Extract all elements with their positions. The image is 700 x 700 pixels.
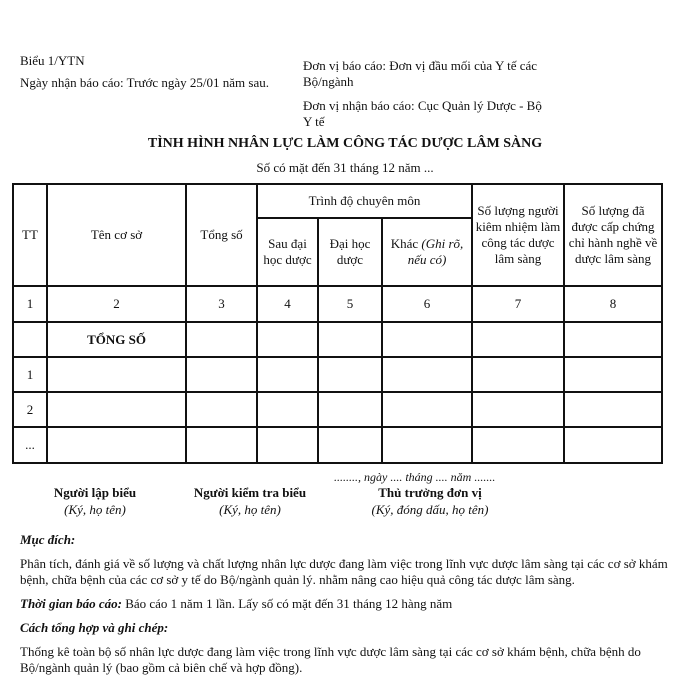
header-name: Tên cơ sở	[47, 184, 186, 286]
signature-head	[355, 484, 505, 518]
row-number: 1	[13, 357, 47, 392]
header-qualification: Trình độ chuyên môn	[257, 184, 472, 218]
col-number: 2	[47, 286, 186, 322]
table-row	[13, 427, 662, 463]
preparer-sub: (Ký, họ tên)	[64, 502, 126, 517]
table-row-total	[13, 322, 662, 357]
total-label: TỔNG SỐ	[47, 322, 186, 357]
col-number: 3	[186, 286, 257, 322]
time-text: Báo cáo 1 năm 1 lần. Lấy số có mặt đến 31 tháng 12 hàng năm	[125, 596, 453, 611]
staff-table	[12, 183, 663, 464]
head-sub: (Ký, đóng dấu, họ tên)	[371, 502, 489, 517]
received-date: Ngày nhận báo cáo: Trước ngày 25/01 năm sau.	[20, 75, 269, 90]
page-title: TÌNH HÌNH NHÂN LỰC LÀM CÔNG TÁC DƯỢC LÂM SÀNG	[147, 136, 543, 151]
signature-checker	[180, 484, 320, 518]
header-university: Đại học dược	[318, 218, 382, 286]
col-number: 8	[564, 286, 662, 322]
header-count-certified: Số lượng đã được cấp chứng chỉ hành nghề về dược lâm sàng	[564, 184, 662, 286]
table-row	[13, 392, 662, 427]
col-number: 4	[257, 286, 318, 322]
purpose-heading: Mục đích:	[20, 532, 76, 547]
header-count-clinical: Số lượng người kiêm nhiệm làm công tác dược lâm sàng	[472, 184, 564, 286]
row-number: ...	[13, 427, 47, 463]
header-postgrad: Sau đại học dược	[257, 218, 318, 286]
header-left	[20, 50, 269, 94]
col-number: 5	[318, 286, 382, 322]
page-subtitle: Số có mặt đến 31 tháng 12 năm ...	[256, 160, 434, 175]
header-right	[303, 58, 543, 130]
method-text: Thống kê toàn bộ số nhân lực dược đang làm việc trong lĩnh vực dược lâm sàng tại các cơ sở khám bệnh, chữa bệnh do Bộ/ngành quản lý (bao gồm cả biên chế và hợp đồng).	[20, 644, 641, 675]
row-number: 2	[13, 392, 47, 427]
header-tt: TT	[13, 184, 47, 286]
receiving-unit: Đơn vị nhận báo cáo: Cục Quản lý Dược - Bộ Y tế	[303, 98, 542, 129]
header-other-note: (Ghi rõ, nếu có)	[407, 236, 464, 267]
reporting-unit: Đơn vị báo cáo: Đơn vị đầu mối của Y tế các Bộ/ngành	[303, 58, 538, 89]
header-other-label: Khác	[390, 236, 419, 251]
purpose-text: Phân tích, đánh giá về số lượng và chất lượng nhân lực dược đang làm việc trong lĩnh vực dược lâm sàng tại các cơ sở khám bệnh, chữa bệnh của các cơ sở y tế do Bộ/ngành quản lý. nhằm nâng cao hiệu quả công tác dược lâm sàng.	[20, 556, 668, 587]
head-title: Thủ trưởng đơn vị	[378, 485, 482, 500]
signature-date-line: ........, ngày .... tháng .... năm .......	[334, 470, 496, 484]
col-number: 7	[472, 286, 564, 322]
col-number: 1	[13, 286, 47, 322]
notes-section	[20, 532, 670, 684]
header-other	[382, 218, 472, 286]
checker-title: Người kiểm tra biểu	[193, 485, 307, 500]
col-number: 6	[382, 286, 472, 322]
signature-preparer	[30, 484, 160, 518]
table-row	[13, 357, 662, 392]
header-total: Tổng số	[186, 184, 257, 286]
time-heading: Thời gian báo cáo:	[20, 596, 122, 611]
checker-sub: (Ký, họ tên)	[219, 502, 281, 517]
preparer-title: Người lập biểu	[53, 485, 137, 500]
method-heading: Cách tổng hợp và ghi chép:	[20, 620, 169, 635]
form-code: Biểu 1/YTN	[20, 53, 85, 68]
